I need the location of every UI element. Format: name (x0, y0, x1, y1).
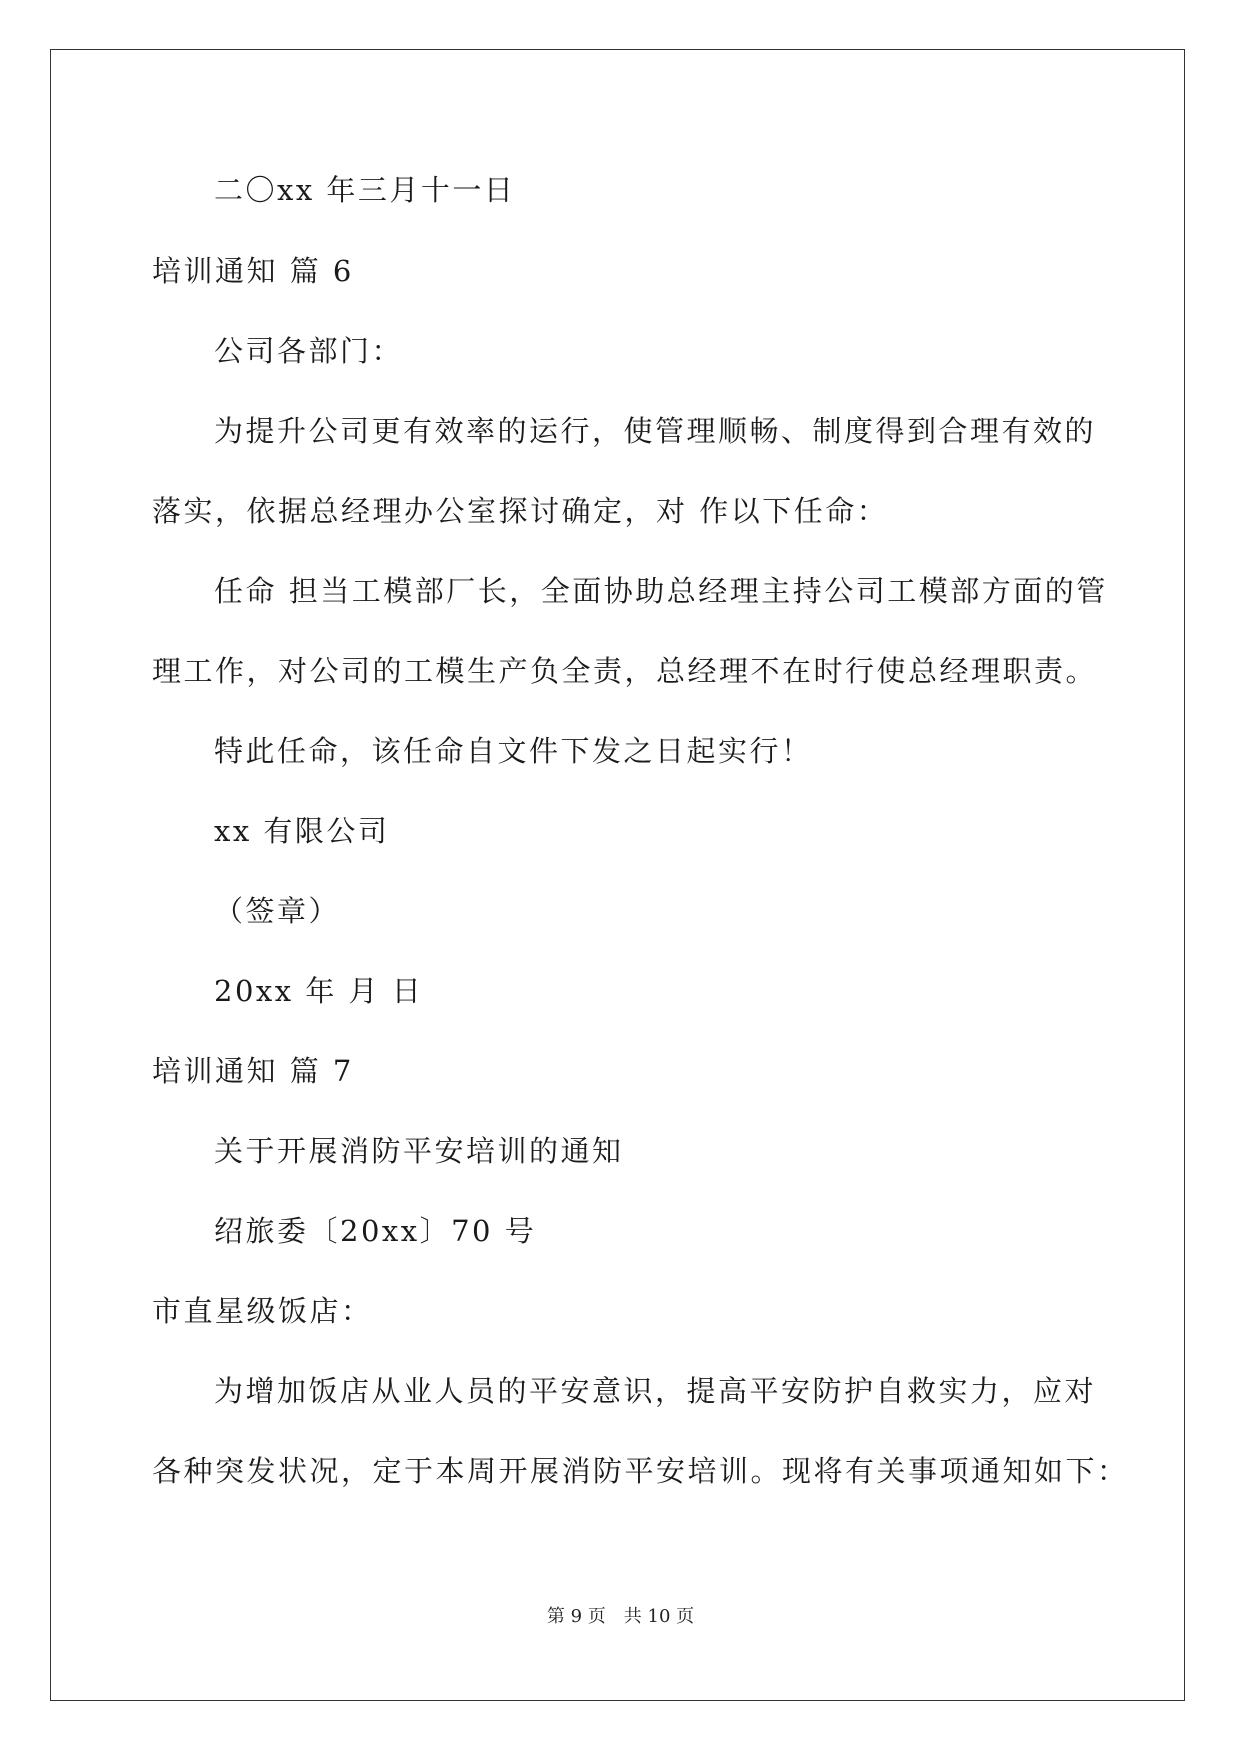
page-number-footer: 第 9 页 共 10 页 (546, 1606, 695, 1627)
notice-title: 关于开展消防平安培训的通知 (214, 1134, 624, 1168)
section-heading: 培训通知 篇 7 (152, 1054, 354, 1088)
signature-seal: （签章） (214, 894, 341, 928)
salutation: 公司各部门： (214, 334, 404, 368)
company-name: xx 有限公司 (214, 814, 390, 848)
section-heading: 培训通知 篇 6 (152, 254, 354, 288)
paragraph-line: 理工作，对公司的工模生产负全责，总经理不在时行使总经理职责。 (152, 654, 1098, 688)
paragraph-line: 落实，依据总经理办公室探讨确定，对 作以下任命： (152, 494, 889, 528)
paragraph-line: 任命 担当工模部厂长，全面协助总经理主持公司工模部方面的管 (214, 574, 1108, 608)
paragraph-line: 为提升公司更有效率的运行，使管理顺畅、制度得到合理有效的 (214, 414, 1097, 448)
paragraph-line: 为增加饭店从业人员的平安意识，提高平安防护自救实力，应对 (214, 1374, 1097, 1408)
date-line: 二〇xx 年三月十一日 (214, 173, 516, 207)
paragraph-line: 特此任命，该任命自文件下发之日起实行！ (214, 734, 813, 768)
document-number: 绍旅委〔20xx〕70 号 (214, 1214, 537, 1248)
paragraph-line: 各种突发状况，定于本周开展消防平安培训。现将有关事项通知如下： (152, 1454, 1129, 1488)
salutation: 市直星级饭店： (152, 1294, 373, 1328)
date-line: 20xx 年 月 日 (214, 974, 424, 1008)
